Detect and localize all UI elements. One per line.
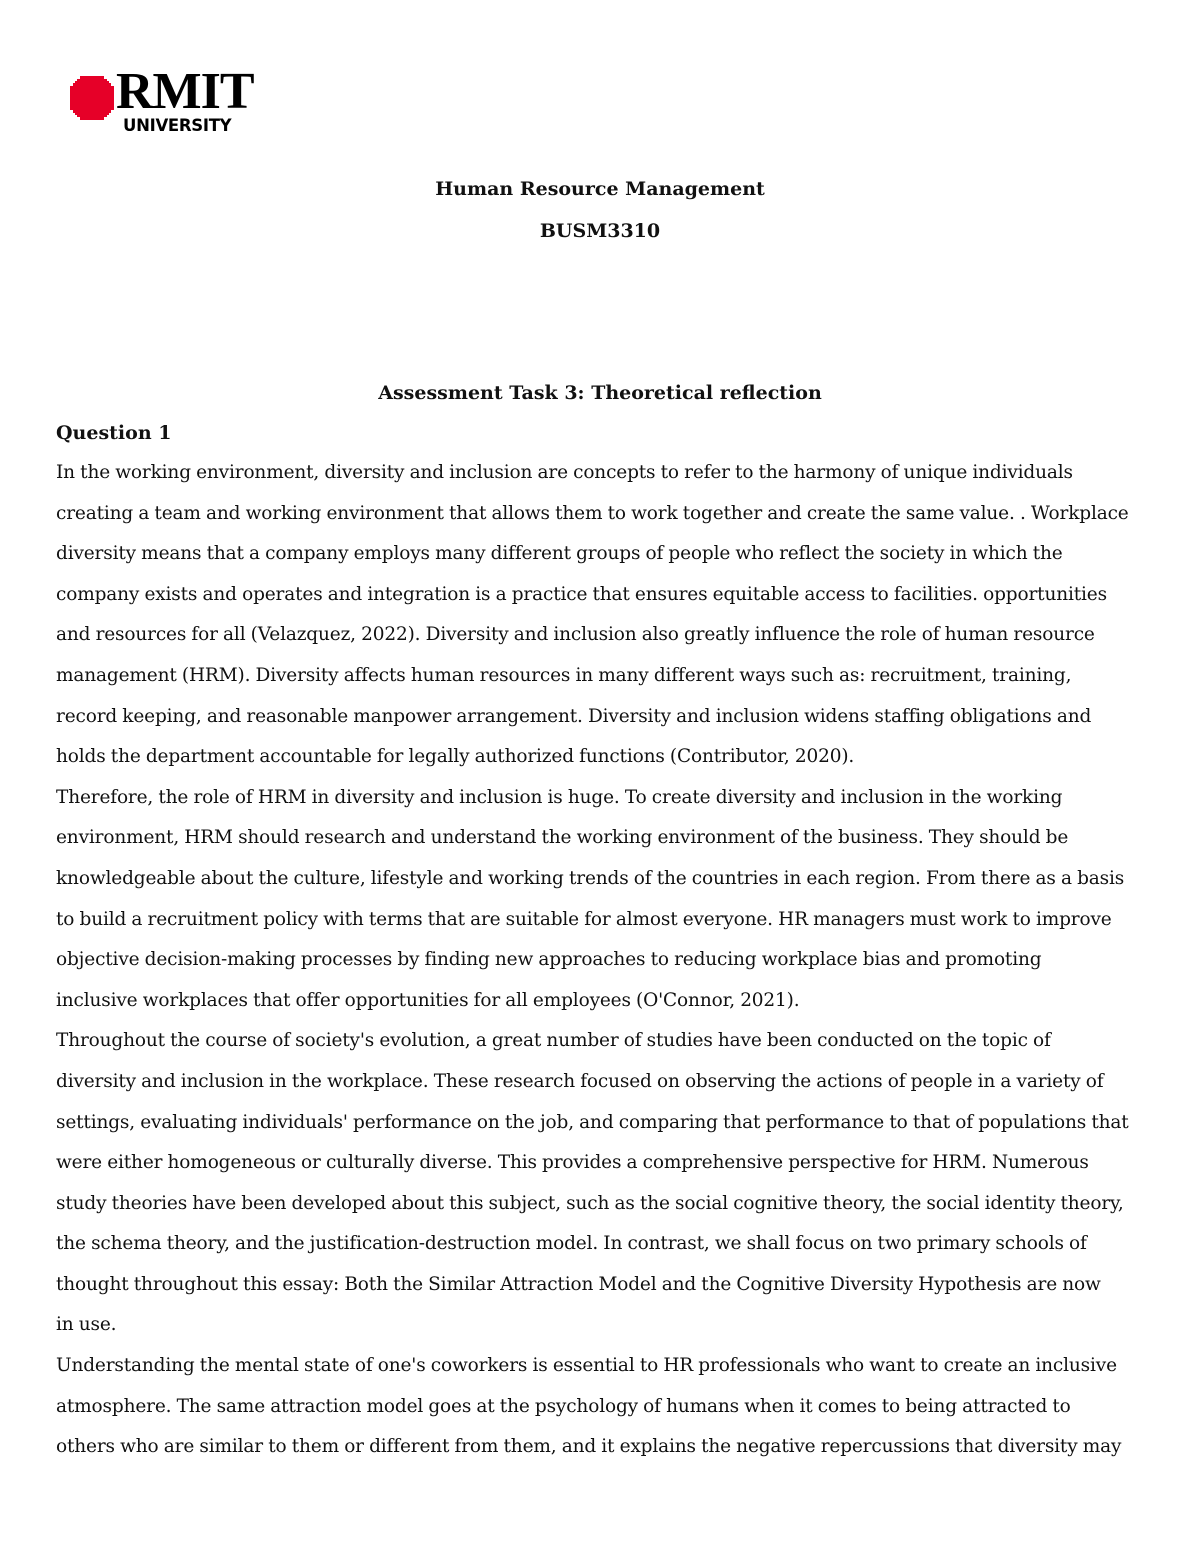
body-line: holds the department accountable for legally authorized functions (Contributor, 2020).	[56, 746, 855, 768]
body-line: management (HRM). Diversity affects human resources in many different ways such as: recruitment, training,	[56, 664, 1072, 686]
rmit-university-logo	[70, 63, 254, 138]
rmit-pixel-mark-icon	[70, 76, 114, 120]
body-line: others who are similar to them or different from them, and it explains the negative repercussions that diversity may	[56, 1436, 1122, 1458]
body-line: company exists and operates and integration is a practice that ensures equitable access to facilities. opportunities	[56, 583, 1107, 605]
course-code: BUSM3310	[539, 220, 661, 242]
body-line: to build a recruitment policy with terms that are suitable for almost everyone. HR managers must work to improve	[56, 908, 1112, 930]
body-line: study theories have been developed about this subject, such as the social cognitive theory, the social identity theory,	[56, 1192, 1124, 1214]
body-line: diversity means that a company employs many different groups of people who reflect the society in which the	[56, 543, 1063, 565]
body-line: Understanding the mental state of one's coworkers is essential to HR professionals who want to create an inclusive	[56, 1355, 1117, 1377]
body-line: atmosphere. The same attraction model goes at the psychology of humans when it comes to being attracted to	[56, 1395, 1071, 1417]
body-line: in use.	[56, 1314, 117, 1336]
logo-subtitle: UNIVERSITY	[123, 116, 232, 135]
body-line: settings, evaluating individuals' performance on the job, and comparing that performance to that of populations that	[56, 1111, 1129, 1133]
question-heading: Question 1	[56, 422, 172, 444]
essay-body	[56, 453, 1146, 1468]
body-line: and resources for all (Velazquez, 2022). Diversity and inclusion also greatly influence the role of human resource	[56, 624, 1095, 646]
body-line: creating a team and working environment that allows them to work together and create the same value. . Workplace	[56, 502, 1129, 524]
assessment-title: Assessment Task 3: Theoretical reflection	[378, 382, 822, 404]
body-line: record keeping, and reasonable manpower arrangement. Diversity and inclusion widens staffing obligations and	[56, 705, 1092, 727]
body-line: In the working environment, diversity and inclusion are concepts to refer to the harmony of unique individuals	[56, 462, 1073, 483]
body-line: knowledgeable about the culture, lifestyle and working trends of the countries in each region. From there as a basis	[56, 867, 1125, 889]
logo-wordmark: RMIT	[116, 63, 254, 120]
body-line: objective decision-making processes by finding new approaches to reducing workplace bias and promoting	[56, 949, 1042, 971]
body-line: the schema theory, and the justification-destruction model. In contrast, we shall focus on two primary schools of	[56, 1233, 1087, 1255]
body-line: Therefore, the role of HRM in diversity and inclusion is huge. To create diversity and inclusion in the working	[56, 786, 1063, 808]
body-line: inclusive workplaces that offer opportunities for all employees (O'Connor, 2021).	[56, 989, 800, 1011]
body-line: thought throughout this essay: Both the Similar Attraction Model and the Cognitive Diversity Hypothesis are now	[56, 1273, 1101, 1295]
body-line: were either homogeneous or culturally diverse. This provides a comprehensive perspective for HRM. Numerous	[56, 1152, 1089, 1174]
body-line: environment, HRM should research and understand the working environment of the business. They should be	[56, 827, 1069, 849]
body-line: Throughout the course of society's evolution, a great number of studies have been conducted on the topic of	[56, 1030, 1051, 1052]
course-title: Human Resource Management	[435, 178, 765, 200]
body-line: diversity and inclusion in the workplace. These research focused on observing the actions of people in a variety of	[56, 1070, 1104, 1092]
